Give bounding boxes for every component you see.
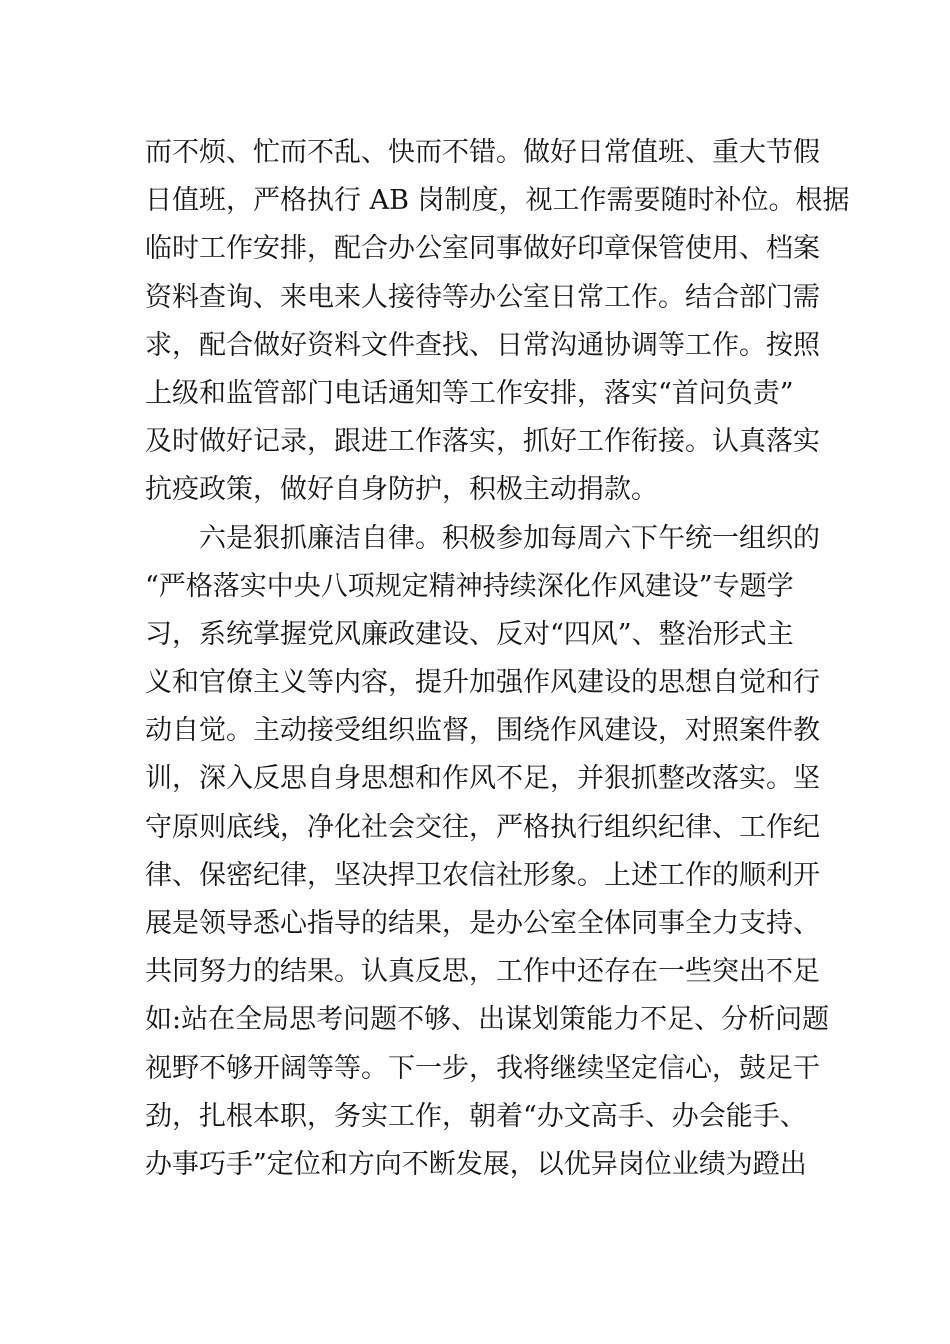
text-line: 求，配合做好资料文件查找、日常沟通协调等工作。按照 bbox=[145, 329, 820, 361]
text-line: 律、保密纪律，坚决捍卫农信社形象。上述工作的顺利开 bbox=[145, 859, 820, 891]
text-line: 及时做好记录，跟进工作落实，抓好工作衔接。认真落实 bbox=[145, 426, 820, 458]
text-line: 共同努力的结果。认真反思，工作中还存在一些突出不足 bbox=[145, 956, 820, 988]
text-line: 义和官僚主义等内容，提升加强作风建设的思想自觉和行 bbox=[145, 667, 820, 699]
text-line: 劲，扎根本职，务实工作，朝着“办文高手、办会能手、 bbox=[145, 1100, 807, 1132]
body-text bbox=[145, 129, 850, 1189]
text-line: 展是领导悉心指导的结果，是办公室全体同事全力支持、 bbox=[145, 908, 820, 939]
text-line: 办事巧手”定位和方向不断发展，以优异岗位业绩为蹬出 bbox=[145, 1148, 807, 1180]
text-line: 资料查询、来电来人接待等办公室日常工作。结合部门需 bbox=[145, 281, 820, 313]
text-line: 上级和监管部门电话通知等工作安排，落实“首问负责” bbox=[145, 377, 794, 409]
text-line: 习，系统掌握党风廉政建设、反对“四风”、整治形式主 bbox=[145, 618, 794, 650]
text-line: 动自觉。主动接受组织监督，围绕作风建设，对照案件教 bbox=[145, 715, 820, 747]
text-line: 视野不够开阔等等。下一步，我将继续坚定信心，鼓足干 bbox=[145, 1052, 820, 1084]
text-line: “严格落实中央八项规定精神持续深化作风建设”专题学 bbox=[145, 570, 794, 602]
text-line: 临时工作安排，配合办公室同事做好印章保管使用、档案 bbox=[145, 233, 820, 265]
paragraph-start-line: 六是狠抓廉洁自律。积极参加每周六下午统一组织的 bbox=[199, 522, 820, 554]
text-line: 训，深入反思自身思想和作风不足，并狠抓整改落实。坚 bbox=[145, 763, 820, 795]
text-line: 而不烦、忙而不乱、快而不错。做好日常值班、重大节假 bbox=[145, 137, 820, 168]
text-line: 日值班，严格执行 AB 岗制度，视工作需要随时补位。根据 bbox=[145, 185, 850, 217]
text-line: 如:站在全局思考问题不够、出谋划策能力不足、分析问题 bbox=[145, 1004, 830, 1036]
text-line: 抗疫政策，做好自身防护，积极主动捐款。 bbox=[145, 474, 658, 506]
text-line: 守原则底线，净化社会交往，严格执行组织纪律、工作纪 bbox=[145, 811, 820, 843]
